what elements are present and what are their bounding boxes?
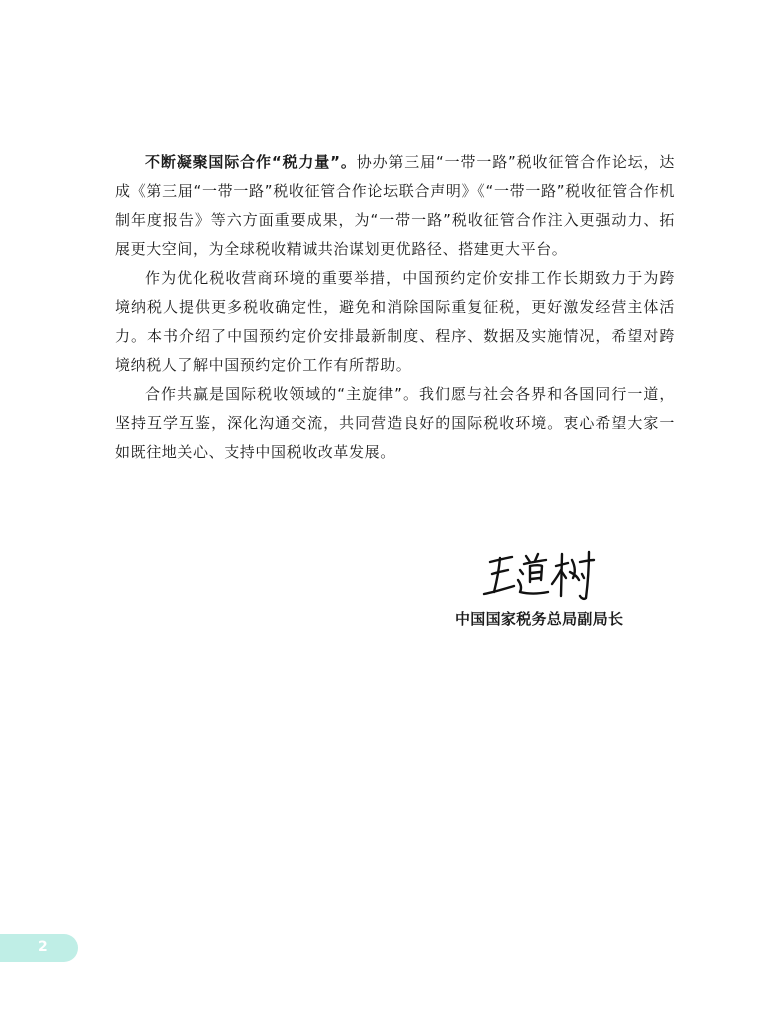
paragraph-2-text: 作为优化税收营商环境的重要举措，中国预约定价安排工作长期致力于为跨境纳税人提供更多税收确定性，避免和消除国际重复征税，更好激发经营主体活力。本书介绍了中国预约定价安排最新制度、程序、数据及实施情况，希望对跨境纳税人了解中国预约定价工作有所帮助。 xyxy=(115,269,675,374)
handwritten-signature xyxy=(480,548,600,604)
page-number: 2 xyxy=(38,939,48,955)
paragraph-2 xyxy=(115,264,675,380)
paragraph-3 xyxy=(115,380,675,467)
paragraph-1-lead: 不断凝聚国际合作“税力量”。 xyxy=(145,153,357,171)
document-body xyxy=(115,148,675,467)
signer-title: 中国国家税务总局副局长 xyxy=(455,610,624,628)
paragraph-1 xyxy=(115,148,675,264)
paragraph-1-text: 协办第三届“一带一路”税收征管合作论坛，达成《第三届“一带一路”税收征管合作论坛联合声明》《“一带一路”税收征管合作机制年度报告》等六方面重要成果，为“一带一路”税收征管合作注入更强动力、拓展更大空间，为全球税收精诚共治谋划更优路径、搭建更大平台。 xyxy=(115,153,675,258)
paragraph-3-text: 合作共赢是国际税收领域的“主旋律”。我们愿与社会各界和各国同行一道，坚持互学互鉴，深化沟通交流，共同营造良好的国际税收环境。衷心希望大家一如既往地关心、支持中国税收改革发展。 xyxy=(115,385,675,461)
page-number-tab xyxy=(0,934,78,962)
